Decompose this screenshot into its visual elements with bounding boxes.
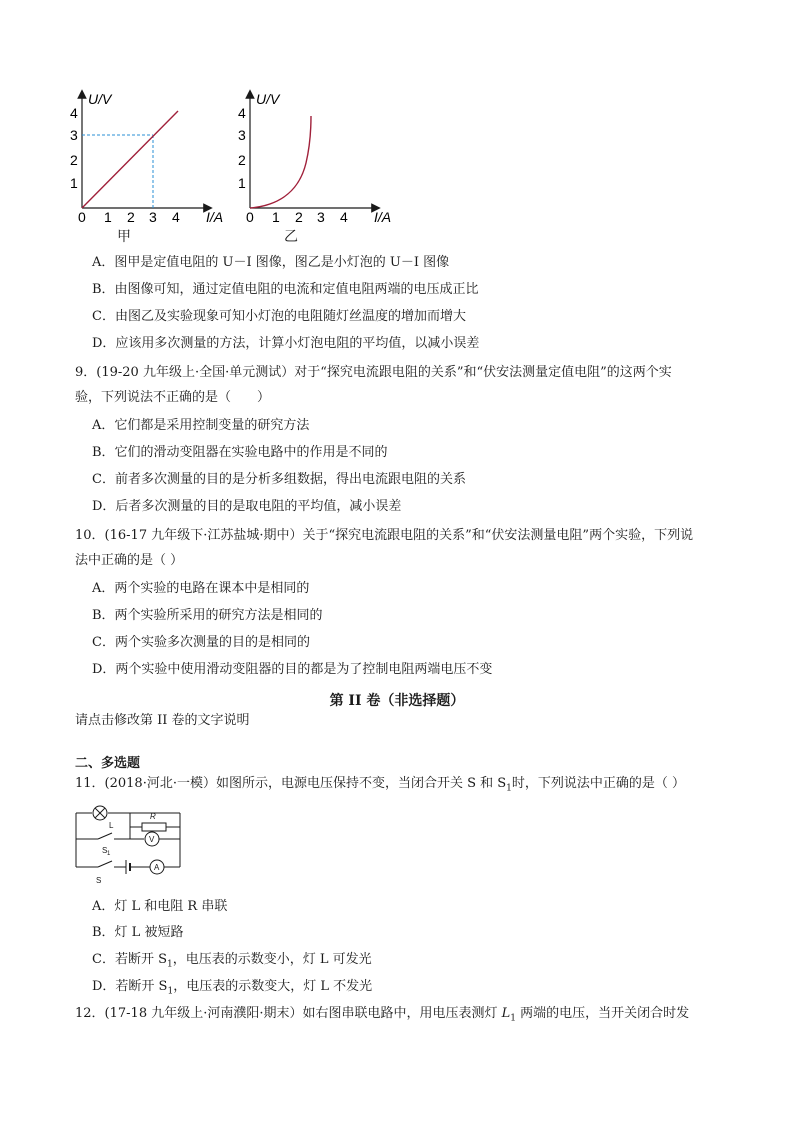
graph-yi <box>228 88 408 228</box>
q10-option-d: D．两个实验中使用滑动变阻器的目的都是为了控制电阻两端电压不变 <box>92 662 493 677</box>
label-voltmeter: V <box>149 835 155 844</box>
x-tick: 1 <box>104 209 112 225</box>
y-tick: 2 <box>70 152 78 168</box>
q12-stem-post: 两端的电压，当开关闭合时发 <box>516 1006 690 1021</box>
q11-option-c <box>92 951 372 974</box>
q12-stem <box>75 1005 689 1028</box>
y-tick: 3 <box>70 127 78 143</box>
x-tick: 0 <box>78 209 86 225</box>
y-tick: 1 <box>238 175 246 191</box>
q11-stem-text-a: 11．(2018·河北·一模）如图所示，电源电压保持不变，当闭合开关 S 和 S <box>75 776 507 791</box>
label-ammeter: A <box>154 863 160 872</box>
q10-option-b: B．两个实验所采用的研究方法是相同的 <box>92 608 323 623</box>
graph-caption-yi: 乙 <box>284 229 298 245</box>
q9-option-b: B．它们的滑动变阻器在实验电路中的作用是不同的 <box>92 445 388 460</box>
q9-option-d: D．后者多次测量的目的是取电阻的平均值，减小误差 <box>92 499 402 514</box>
y-tick: 2 <box>238 152 246 168</box>
q11-option-c-post: ，电压表的示数变小，灯 L 可发光 <box>172 952 372 967</box>
q11-circuit-diagram <box>68 797 188 889</box>
q11-option-a: A．灯 L 和电阻 R 串联 <box>92 899 228 914</box>
x-tick: 3 <box>149 209 157 225</box>
x-tick: 2 <box>127 209 135 225</box>
q11-option-d <box>92 978 372 1001</box>
section-heading-multichoice: 二、多选题 <box>75 756 141 771</box>
x-tick: 3 <box>317 209 325 225</box>
graph-jia <box>60 88 240 228</box>
label-lamp: L <box>109 821 114 830</box>
q11-stem <box>75 775 685 798</box>
q8-option-d: D．应该用多次测量的方法，计算小灯泡电阻的平均值，以减小误差 <box>92 336 480 351</box>
q9-option-a: A．它们都是采用控制变量的研究方法 <box>92 418 310 433</box>
label-switch-s1-sub: 1 <box>107 851 111 857</box>
y-tick: 3 <box>238 127 246 143</box>
resistor-line <box>82 111 178 208</box>
q10-stem-line2: 法中正确的是（ ） <box>75 553 184 568</box>
q11-option-d-sub: 1 <box>167 986 174 997</box>
q11-stem-text-b: 时，下列说法中正确的是（ ） <box>511 776 686 791</box>
y-axis-label: U/V <box>256 91 280 107</box>
label-switch-s1: S <box>102 846 108 855</box>
q11-option-b: B．灯 L 被短路 <box>92 925 184 940</box>
x-tick: 1 <box>272 209 280 225</box>
q10-option-a: A．两个实验的电路在课本中是相同的 <box>92 581 310 596</box>
x-tick: 4 <box>172 209 180 225</box>
q10-option-c: C．两个实验多次测量的目的是相同的 <box>92 635 310 650</box>
y-axis-label: U/V <box>88 91 112 107</box>
q11-stem-subscript: 1 <box>506 783 512 794</box>
section-title: 第 II 卷（非选择题） <box>329 693 465 709</box>
section-note: 请点击修改第 II 卷的文字说明 <box>75 713 250 728</box>
q8-option-b: B．由图像可知，通过定值电阻的电流和定值电阻两端的电压成正比 <box>92 282 479 297</box>
q12-stem-pre: 12．(17-18 九年级上·河南濮阳·期末）如右图串联电路中，用电压表测灯 <box>75 1006 502 1021</box>
y-tick: 1 <box>70 175 78 191</box>
q9-stem-line1: 9．(19-20 九年级上·全国·单元测试）对于“探究电流跟电阻的关系”和“伏安法测量定值电阻”的这两个实 <box>75 365 672 380</box>
q11-option-d-post: ，电压表的示数变大，灯 L 不发光 <box>173 979 373 994</box>
label-switch-s: S <box>96 876 102 885</box>
y-tick: 4 <box>238 105 246 121</box>
switch-s1-icon <box>98 833 112 839</box>
q10-stem-line1: 10．(16-17 九年级下·江苏盐城·期中）关于“探究电流跟电阻的关系”和“伏安法测量电阻”两个实验，下列说 <box>75 528 694 543</box>
switch-s-icon <box>98 861 112 867</box>
q11-option-c-pre: C．若断开 S <box>92 952 167 967</box>
lamp-curve <box>250 116 311 208</box>
x-tick: 0 <box>246 209 254 225</box>
q11-option-d-pre: D．若断开 S <box>92 979 168 994</box>
x-tick: 4 <box>340 209 348 225</box>
x-axis-label: I/A <box>374 209 392 225</box>
q12-stem-sub: 1 <box>510 1013 516 1024</box>
graph-caption-jia: 甲 <box>117 229 131 245</box>
q9-stem-line2: 验，下列说法不正确的是（ ） <box>75 390 271 405</box>
x-tick: 2 <box>295 209 303 225</box>
q8-option-a: A．图甲是定值电阻的 U－I 图像，图乙是小灯泡的 U－I 图像 <box>92 255 450 270</box>
label-resistor: R <box>150 812 156 821</box>
x-axis-label: I/A <box>206 209 224 225</box>
q9-option-c: C．前者多次测量的目的是分析多组数据，得出电流跟电阻的关系 <box>92 472 466 487</box>
q12-stem-var: L <box>501 1006 511 1021</box>
y-tick: 4 <box>70 105 78 121</box>
resistor-icon <box>142 823 166 831</box>
q11-option-c-sub: 1 <box>167 959 173 970</box>
q8-option-c: C．由图乙及实验现象可知小灯泡的电阻随灯丝温度的增加而增大 <box>92 309 466 324</box>
